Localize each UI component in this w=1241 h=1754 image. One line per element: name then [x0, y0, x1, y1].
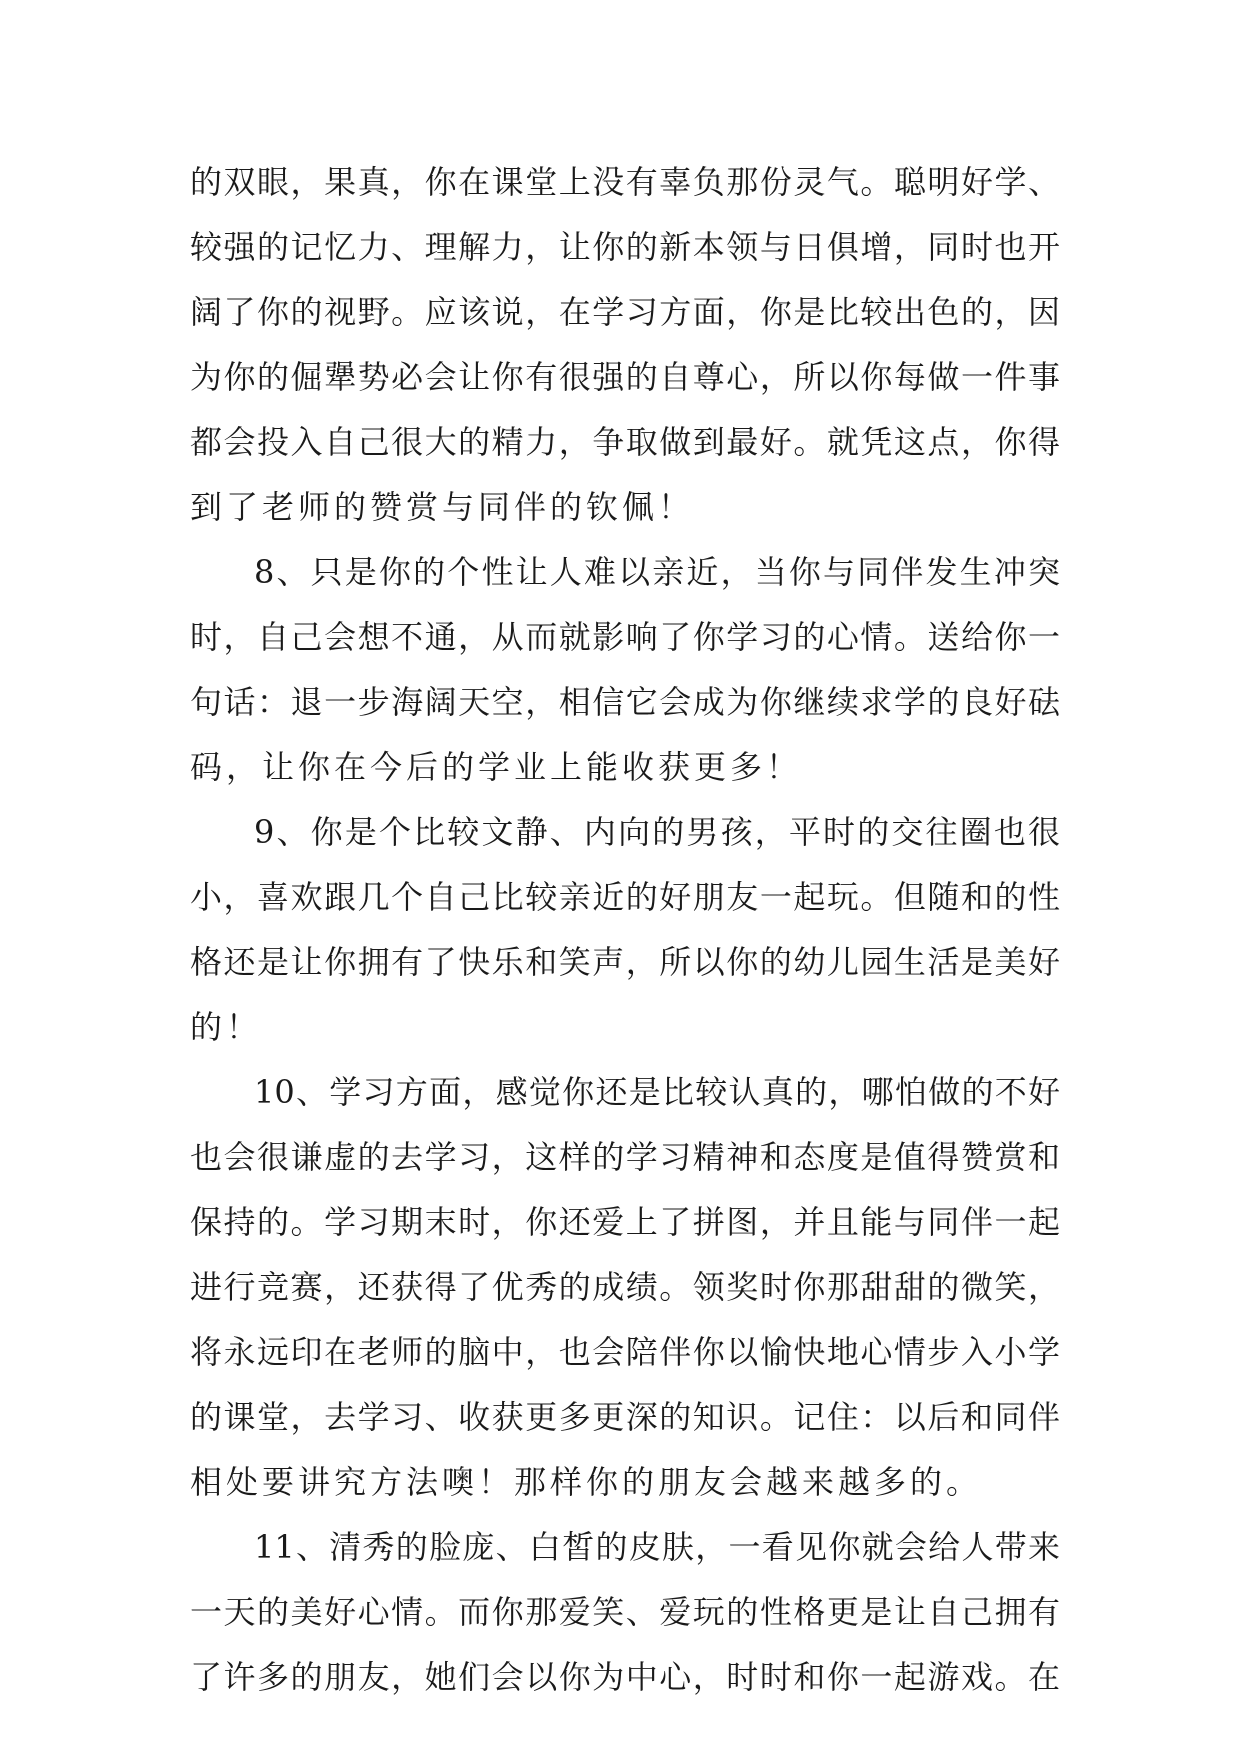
paragraph-first-line: 11、清秀的脸庞、白皙的皮肤，一看见你就会给人带来 — [254, 1528, 1060, 1566]
text-line: 相处要讲究方法噢！那样你的朋友会越来越多的。 — [190, 1463, 983, 1501]
text-line: 的课堂，去学习、收获更多更深的知识。记住：以后和同伴 — [190, 1398, 1060, 1436]
text-line: 也会很谦虚的去学习，这样的学习精神和态度是值得赞赏和 — [190, 1138, 1060, 1176]
text-line: 的双眼，果真，你在课堂上没有辜负那份灵气。聪明好学、 — [190, 163, 1060, 201]
text-line: 都会投入自己很大的精力，争取做到最好。就凭这点，你得 — [190, 423, 1060, 461]
text-line: 时，自己会想不通，从而就影响了你学习的心情。送给你一 — [190, 618, 1060, 656]
text-line: 码，让你在今后的学业上能收获更多！ — [190, 748, 803, 786]
text-line: 较强的记忆力、理解力，让你的新本领与日俱增，同时也开 — [190, 228, 1060, 266]
text-line: 进行竞赛，还获得了优秀的成绩。领奖时你那甜甜的微笑， — [190, 1268, 1060, 1306]
paragraph-first-line: 9、你是个比较文静、内向的男孩，平时的交往圈也很 — [254, 813, 1060, 851]
paragraph-first-line: 10、学习方面，感觉你还是比较认真的，哪怕做的不好 — [254, 1073, 1060, 1111]
text-line: 格还是让你拥有了快乐和笑声，所以你的幼儿园生活是美好 — [190, 943, 1060, 981]
paragraph-first-line: 8、只是你的个性让人难以亲近，当你与同伴发生冲突 — [254, 553, 1060, 591]
text-line: 小，喜欢跟几个自己比较亲近的好朋友一起玩。但随和的性 — [190, 878, 1060, 916]
text-line: 将永远印在老师的脑中，也会陪伴你以愉快地心情步入小学 — [190, 1333, 1060, 1371]
body-text — [190, 150, 1060, 1710]
text-line: 的！ — [190, 1008, 263, 1046]
text-line: 到了老师的赞赏与同伴的钦佩！ — [190, 488, 695, 526]
text-line: 一天的美好心情。而你那爱笑、爱玩的性格更是让自己拥有 — [190, 1593, 1060, 1631]
text-line: 句话：退一步海阔天空，相信它会成为你继续求学的良好砝 — [190, 683, 1060, 721]
text-line: 了许多的朋友，她们会以你为中心，时时和你一起游戏。在 — [190, 1658, 1060, 1696]
text-line: 为你的倔犟势必会让你有很强的自尊心，所以你每做一件事 — [190, 358, 1060, 396]
text-line: 阔了你的视野。应该说，在学习方面，你是比较出色的，因 — [190, 293, 1060, 331]
text-line: 保持的。学习期末时，你还爱上了拼图，并且能与同伴一起 — [190, 1203, 1060, 1241]
